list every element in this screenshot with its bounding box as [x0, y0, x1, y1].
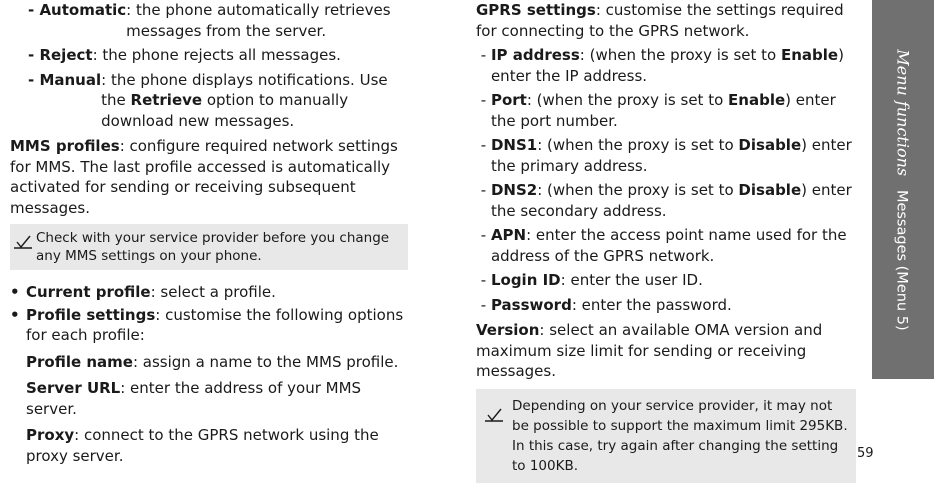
- gprs-port: - Port: (when the proxy is set to Enable) enter the port number.: [476, 91, 836, 130]
- mms-profiles-term: MMS profiles: [10, 137, 120, 155]
- setting-term: Proxy: [26, 426, 75, 444]
- gprs-dns1: - DNS1: (when the proxy is set to Disable) enter the primary address.: [476, 136, 852, 175]
- section-side-tab: [872, 0, 934, 379]
- version-term: Version: [476, 321, 540, 339]
- version-paragraph: Version: select an available OMA version and maximum size limit for sending or receiving messages.: [476, 321, 823, 380]
- bullet-current-profile: • Current profile: select a profile.: [10, 283, 276, 301]
- option-text: : the phone displays notifications. Use the Retrieve option to manually download new messages.: [101, 70, 388, 130]
- note-text: Depending on your service provider, it may not be possible to support the maximum limit 295KB. In this case, try again after changing the setting to 100KB.: [512, 397, 848, 474]
- bullet-profile-settings: • Profile settings: customise the following options for each profile:: [10, 305, 404, 344]
- left-column: [10, 0, 410, 466]
- gprs-login-id: - Login ID: enter the user ID.: [476, 271, 703, 289]
- setting-proxy: Proxy: connect to the GPRS network using the proxy server.: [26, 426, 379, 465]
- setting-server-url: Server URL: enter the address of your MMS server.: [26, 379, 362, 418]
- bullet-term: Current profile: [26, 283, 151, 301]
- mms-profiles-paragraph: MMS profiles: configure required network settings for MMS. The last profile accessed is automatically activated for sending or receiving subsequent messages.: [10, 137, 398, 217]
- option-automatic: [28, 0, 410, 41]
- setting-term: Server URL: [26, 379, 121, 397]
- option-text: : the phone automatically retrieves messages from the server.: [126, 1, 391, 40]
- option-text: : the phone rejects all messages.: [92, 46, 341, 64]
- note-check-icon: [10, 229, 36, 265]
- section-title: Menu functions: [893, 48, 913, 176]
- option-reject: [28, 45, 410, 66]
- note-check-icon: [476, 396, 512, 476]
- gprs-ip-address: - IP address: (when the proxy is set to Enable) enter the IP address.: [476, 46, 844, 85]
- option-term: - Manual: [28, 70, 102, 89]
- retrieve-term: Retrieve: [130, 91, 203, 109]
- gprs-password: - Password: enter the password.: [476, 295, 732, 314]
- gprs-apn: - APN: enter the access point name used for the address of the GPRS network.: [476, 226, 847, 265]
- right-column: [476, 0, 858, 483]
- bullet-marker: •: [10, 305, 20, 324]
- setting-profile-name: Profile name: assign a name to the MMS profile.: [26, 352, 399, 371]
- note-box-version: [476, 389, 856, 483]
- setting-term: Profile name: [26, 352, 133, 371]
- bullet-marker: •: [10, 283, 20, 301]
- bullet-term: Profile settings: [26, 305, 156, 324]
- note-text: Check with your service provider before you change any MMS settings on your phone.: [36, 230, 390, 264]
- option-term: - Reject: [28, 46, 93, 64]
- gprs-settings-term: GPRS settings: [476, 1, 596, 19]
- note-box-mms: [10, 224, 408, 270]
- page-number: 59: [857, 446, 874, 461]
- gprs-settings-paragraph: GPRS settings: customise the settings required for connecting to the GPRS network.: [476, 1, 844, 40]
- option-term: - Automatic: [28, 1, 127, 19]
- option-manual: [28, 70, 410, 132]
- subsection-title: Messages (Menu 5): [893, 189, 910, 331]
- gprs-dns2: - DNS2: (when the proxy is set to Disable) enter the secondary address.: [476, 181, 852, 220]
